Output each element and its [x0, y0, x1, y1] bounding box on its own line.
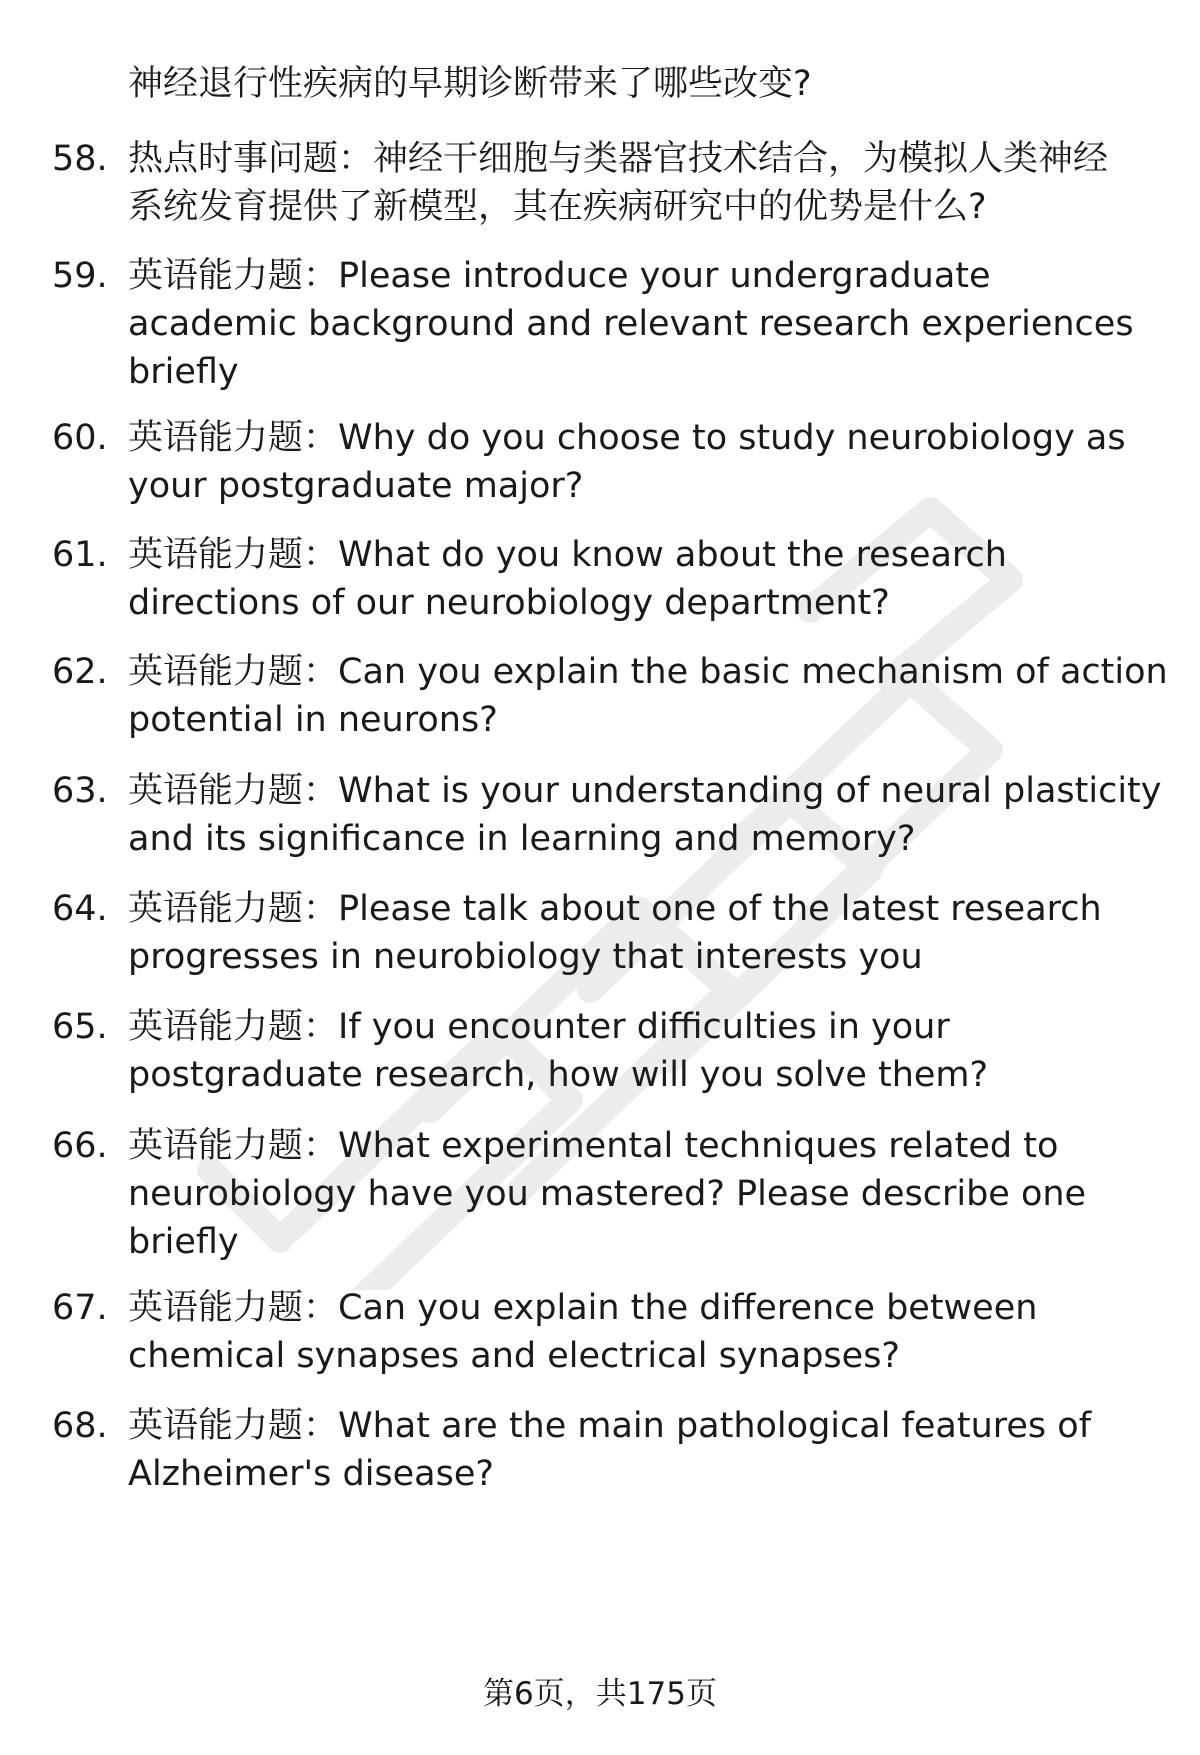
item-text-line: 英语能力题：Can you explain the difference between — [128, 1288, 1038, 1328]
item-text-line: 英语能力题：Please talk about one of the latest research — [128, 889, 1102, 929]
item-number: 67. — [52, 1288, 108, 1328]
item-text-line: neurobiology have you mastered? Please describe one — [128, 1174, 1087, 1214]
item-text — [128, 1003, 1178, 1099]
item-text-line: chemical synapses and electrical synapses? — [128, 1336, 900, 1376]
item-text — [128, 1284, 1178, 1380]
item-text — [128, 885, 1178, 981]
item-number: 58. — [52, 139, 108, 179]
page-footer: 第6页，共175页 — [483, 1676, 717, 1712]
item-text — [128, 135, 1178, 231]
continuation-line: 神经退行性疾病的早期诊断带来了哪些改变? — [128, 64, 812, 104]
item-text-line: briefly — [128, 1222, 239, 1262]
item-text — [128, 767, 1178, 863]
item-text-line: your postgraduate major? — [128, 466, 584, 506]
item-number: 60. — [52, 418, 108, 458]
item-number: 59. — [52, 256, 108, 296]
item-text-line: academic background and relevant research experiences — [128, 304, 1134, 344]
item-text-line: 英语能力题：What is your understanding of neural plasticity — [128, 771, 1162, 811]
item-text — [128, 252, 1178, 396]
item-text-line: 英语能力题：If you encounter difficulties in your — [128, 1007, 950, 1047]
item-text — [128, 531, 1178, 627]
item-number: 61. — [52, 535, 108, 575]
item-text-line: 热点时事问题：神经干细胞与类器官技术结合，为模拟人类神经 — [128, 139, 1109, 179]
item-text-line: 系统发育提供了新模型，其在疾病研究中的优势是什么? — [128, 187, 987, 227]
item-text-line: progresses in neurobiology that interests you — [128, 937, 923, 977]
item-text — [128, 414, 1178, 510]
item-text-line: 英语能力题：Please introduce your undergraduate — [128, 256, 991, 296]
item-text-line: potential in neurons? — [128, 700, 498, 740]
item-number: 63. — [52, 771, 108, 811]
item-text-line: directions of our neurobiology department? — [128, 583, 890, 623]
item-text-line: and its significance in learning and memory? — [128, 819, 916, 859]
item-text — [128, 648, 1178, 744]
item-text-line: Alzheimer's disease? — [128, 1454, 494, 1494]
item-text-line: 英语能力题：What are the main pathological features of — [128, 1406, 1092, 1446]
item-text-line: postgraduate research, how will you solve them? — [128, 1055, 989, 1095]
item-number: 68. — [52, 1406, 108, 1446]
item-text-line: briefly — [128, 352, 239, 392]
item-text-line: 英语能力题：Can you explain the basic mechanism of action — [128, 652, 1168, 692]
item-number: 65. — [52, 1007, 108, 1047]
item-number: 64. — [52, 889, 108, 929]
item-text-line: 英语能力题：What do you know about the research — [128, 535, 1007, 575]
item-text-line: 英语能力题：What experimental techniques related to — [128, 1126, 1059, 1166]
item-text — [128, 1122, 1178, 1266]
item-number: 66. — [52, 1126, 108, 1166]
item-number: 62. — [52, 652, 108, 692]
item-text-line: 英语能力题：Why do you choose to study neurobiology as — [128, 418, 1126, 458]
item-text — [128, 1402, 1178, 1498]
